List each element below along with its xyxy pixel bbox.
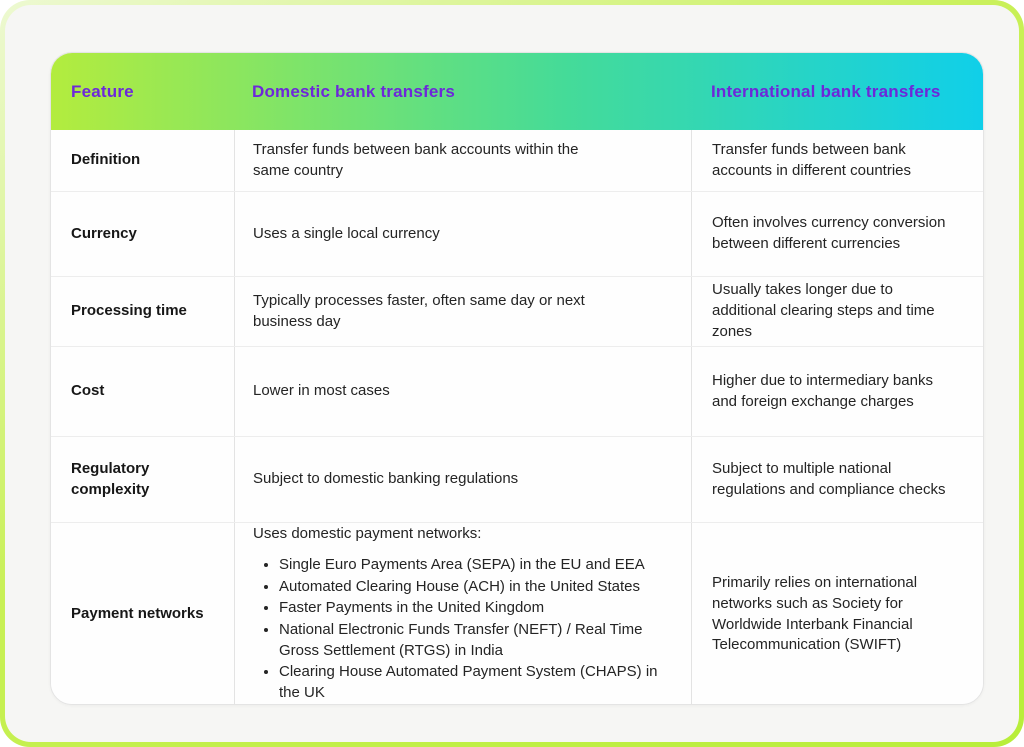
row-label-definition: Definition	[71, 151, 141, 169]
table-row-cost	[51, 346, 983, 436]
definition-international-cell: Transfer funds between bank accounts in different countries	[691, 130, 983, 191]
payment-networks-intro: Uses domestic payment networks:	[253, 525, 482, 543]
definition-domestic-cell: Transfer funds between bank accounts within the same country	[234, 130, 691, 191]
column-header-feature: Feature	[71, 81, 134, 101]
regulatory-domestic-cell: Subject to domestic banking regulations	[234, 437, 691, 522]
processing-domestic-cell: Typically processes faster, often same day or next business day	[234, 277, 691, 346]
table-row-regulatory-complexity	[51, 436, 983, 522]
list-item: • Automated Clearing House (ACH) in the United States	[279, 577, 667, 598]
table-row-processing-time	[51, 276, 983, 346]
list-item: • Clearing House Automated Payment System (CHAPS) in the UK	[279, 662, 667, 703]
cost-domestic-cell: Lower in most cases	[234, 347, 691, 436]
currency-domestic-cell: Uses a single local currency	[234, 192, 691, 276]
payment-networks-domestic-cell	[234, 523, 691, 705]
table-row-currency	[51, 191, 983, 276]
currency-international-cell: Often involves currency conversion between different currencies	[691, 192, 983, 276]
column-header-international: International bank transfers	[711, 81, 941, 101]
list-item: • Faster Payments in the United Kingdom	[279, 598, 667, 619]
table-row-payment-networks	[51, 522, 983, 705]
payment-networks-international-cell: Primarily relies on international networks such as Society for Worldwide Interbank Financial Telecommunication (SWIFT)	[691, 523, 983, 705]
column-header-domestic: Domestic bank transfers	[252, 81, 456, 101]
list-item: • Single Euro Payments Area (SEPA) in the EU and EEA	[279, 555, 667, 576]
comparison-table-card	[50, 52, 984, 705]
table-header-row	[51, 53, 983, 130]
table-row-definition	[51, 130, 983, 191]
payment-networks-list	[253, 554, 667, 705]
row-label-processing-time: Processing time	[71, 302, 187, 320]
row-label-currency: Currency	[71, 224, 137, 242]
page-background	[5, 5, 1019, 742]
list-item: • National Electronic Funds Transfer (NEFT) / Real Time Gross Settlement (RTGS) in India	[279, 620, 667, 661]
row-label-regulatory-complexity: Regulatory complexity	[71, 459, 150, 498]
row-label-cost: Cost	[71, 382, 105, 400]
regulatory-international-cell: Subject to multiple national regulations and compliance checks	[691, 437, 983, 522]
cost-international-cell: Higher due to intermediary banks and foreign exchange charges	[691, 347, 983, 436]
processing-international-cell: Usually takes longer due to additional clearing steps and time zones	[691, 277, 983, 346]
row-label-payment-networks: Payment networks	[71, 605, 204, 623]
